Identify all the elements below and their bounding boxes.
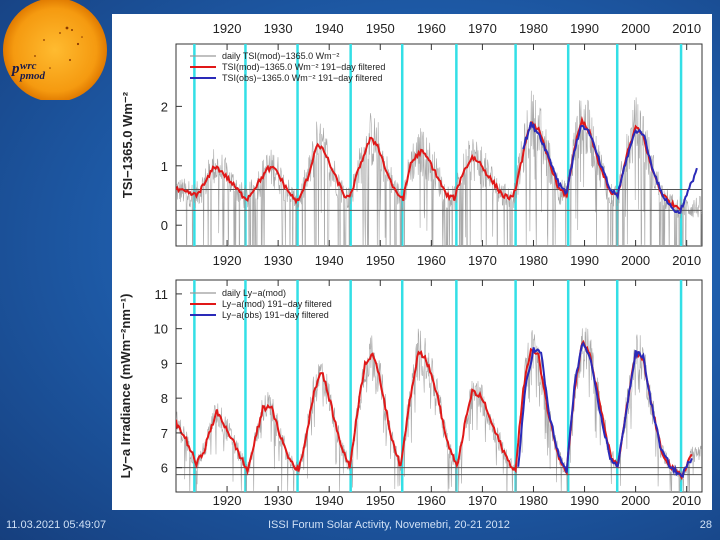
x-tick-label: 1950 bbox=[365, 253, 395, 268]
logo-prefix: p bbox=[12, 61, 20, 77]
x-tick-label: 1950 bbox=[365, 493, 395, 508]
legend-entry-observed: TSI(obs)−1365.0 Wm⁻² 191−day filtered bbox=[222, 73, 383, 83]
legend-entry-daily: daily TSI(mod)−1365.0 Wm⁻² bbox=[222, 51, 340, 61]
x-tick-label: 1930 bbox=[263, 253, 293, 268]
x-tick-label: 2010 bbox=[672, 21, 702, 36]
x-tick-label: 1950 bbox=[365, 21, 395, 36]
x-tick-label: 2000 bbox=[621, 253, 651, 268]
chart-panel-2 bbox=[118, 280, 702, 510]
y-axis-label: TSI−1365.0 Wm⁻² bbox=[120, 91, 135, 199]
x-tick-label: 1960 bbox=[416, 21, 446, 36]
y-tick-label: 2 bbox=[160, 99, 168, 115]
x-tick-label: 2000 bbox=[621, 493, 651, 508]
y-tick-label: 10 bbox=[153, 321, 168, 337]
x-tick-label: 2010 bbox=[672, 493, 702, 508]
footer-page-number: 28 bbox=[699, 519, 712, 531]
x-tick-label: 1920 bbox=[212, 21, 242, 36]
series-daily bbox=[176, 328, 702, 510]
legend-entry-observed: Ly−a(obs) 191−day filtered bbox=[222, 310, 329, 320]
y-tick-label: 9 bbox=[160, 356, 168, 372]
x-tick-label: 1960 bbox=[416, 493, 446, 508]
x-tick-label: 1990 bbox=[570, 21, 600, 36]
y-tick-label: 6 bbox=[160, 460, 168, 476]
x-tick-label: 1920 bbox=[212, 253, 242, 268]
x-tick-label: 2010 bbox=[672, 253, 702, 268]
x-tick-label: 1980 bbox=[519, 253, 548, 268]
x-tick-label: 1970 bbox=[467, 253, 497, 268]
y-axis-label: Ly−a Irradiance (mWm⁻²nm⁻¹) bbox=[118, 293, 133, 479]
logo-line1: wrc bbox=[20, 60, 37, 72]
y-tick-label: 7 bbox=[160, 425, 168, 441]
sun-logo-image bbox=[0, 0, 112, 100]
logo-line2: pmod bbox=[20, 70, 46, 82]
x-tick-label: 1980 bbox=[519, 493, 548, 508]
sun-disk-icon bbox=[0, 0, 112, 100]
x-tick-label: 1920 bbox=[212, 493, 242, 508]
chart-panel-1 bbox=[120, 21, 702, 337]
y-tick-label: 1 bbox=[160, 158, 168, 174]
legend-entry-daily: daily Ly−a(mod) bbox=[222, 288, 286, 298]
x-tick-label: 1990 bbox=[570, 493, 600, 508]
x-tick-label: 1970 bbox=[467, 21, 497, 36]
x-tick-label: 1940 bbox=[314, 493, 344, 508]
x-tick-label: 2000 bbox=[621, 21, 651, 36]
legend-entry-model: TSI(mod)−1365.0 Wm⁻² 191−day filtered bbox=[222, 62, 386, 72]
solar-irradiance-charts bbox=[112, 14, 712, 510]
x-tick-label: 1970 bbox=[467, 493, 497, 508]
legend-entry-model: Ly−a(mod) 191−day filtered bbox=[222, 299, 332, 309]
x-tick-label: 1960 bbox=[416, 253, 446, 268]
x-tick-label: 1930 bbox=[263, 21, 293, 36]
x-tick-label: 1940 bbox=[314, 21, 344, 36]
footer-event-title: ISSI Forum Solar Activity, Novemebri, 20-21 2012 bbox=[268, 519, 510, 531]
x-tick-label: 1980 bbox=[519, 21, 548, 36]
x-tick-label: 1990 bbox=[570, 253, 600, 268]
footer-timestamp: 11.03.2021 05:49:07 bbox=[6, 519, 107, 531]
y-tick-label: 11 bbox=[154, 286, 168, 302]
y-tick-label: 8 bbox=[160, 391, 168, 407]
x-tick-label: 1940 bbox=[314, 253, 344, 268]
series-observed-filtered bbox=[518, 344, 692, 477]
figure-panel bbox=[112, 14, 712, 510]
y-tick-label: 0 bbox=[160, 218, 168, 234]
x-tick-label: 1930 bbox=[263, 493, 293, 508]
